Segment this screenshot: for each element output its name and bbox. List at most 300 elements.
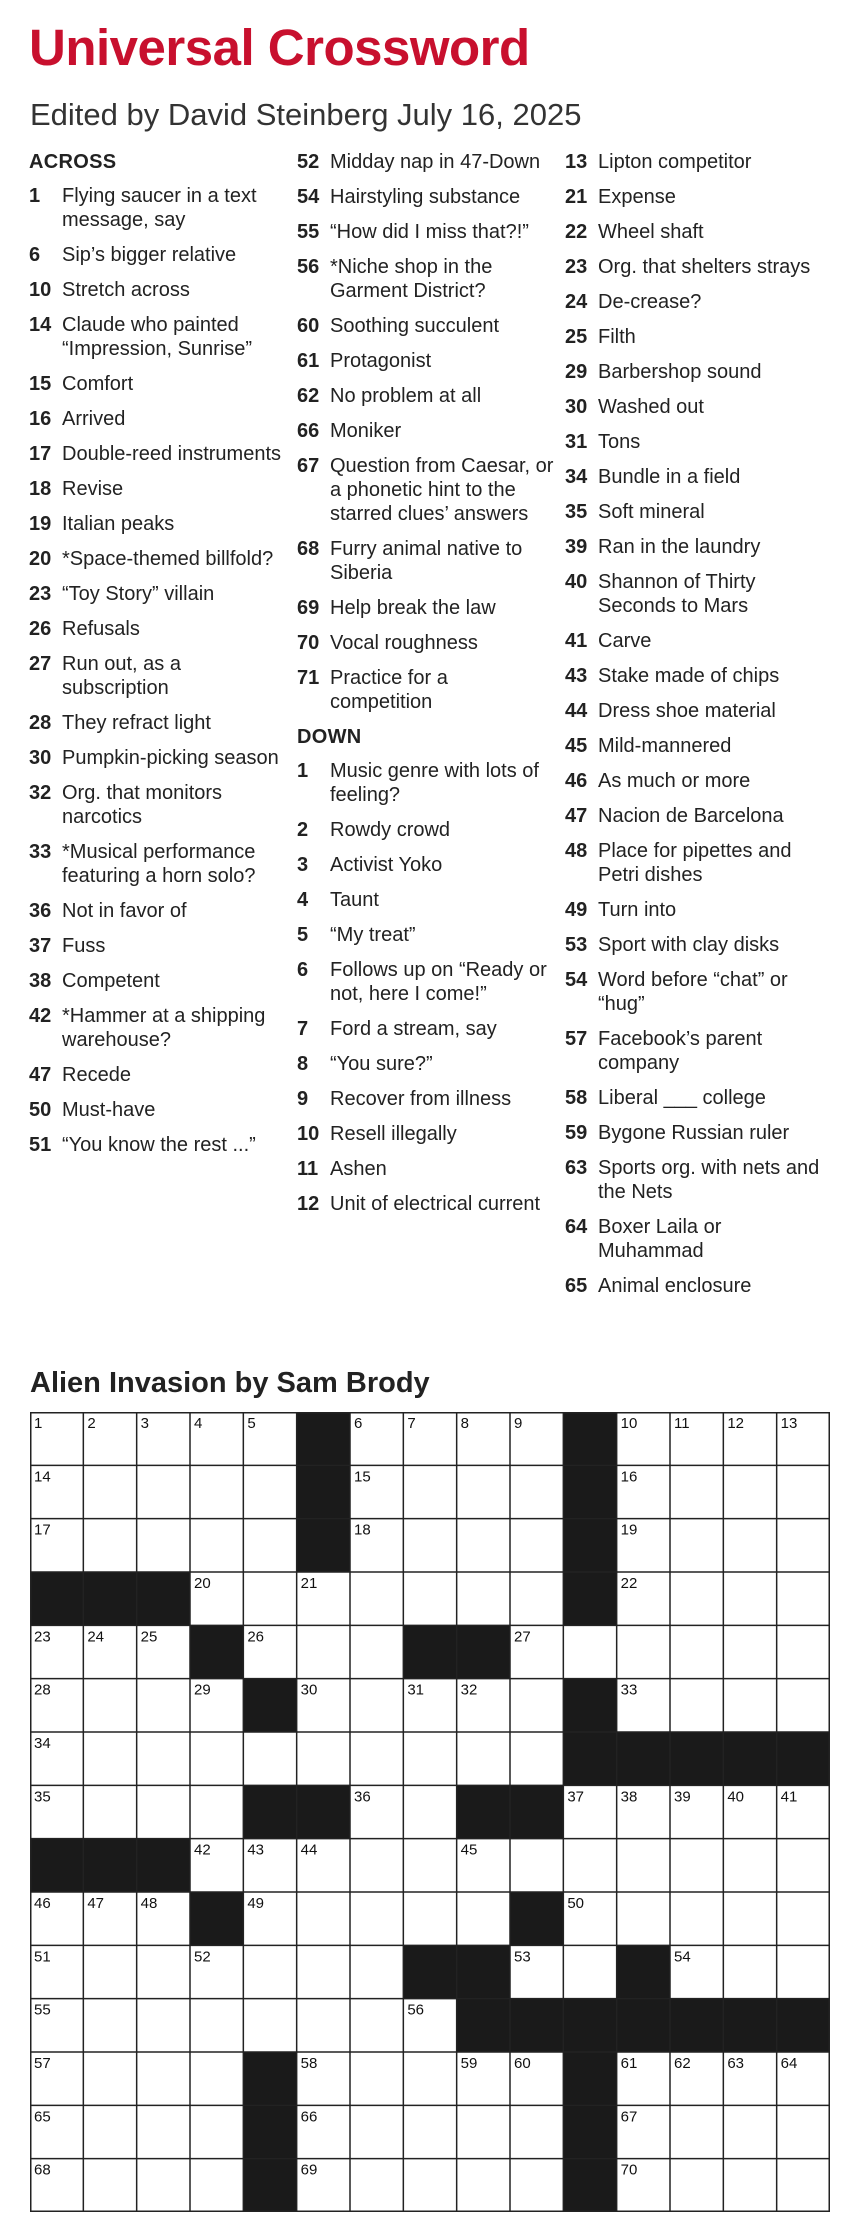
grid-block — [30, 1839, 83, 1892]
grid-cell[interactable] — [83, 1519, 136, 1572]
grid-cell[interactable] — [243, 1572, 296, 1625]
grid-cell[interactable] — [510, 1732, 563, 1785]
grid-cell[interactable] — [350, 1572, 403, 1625]
grid-cell[interactable] — [190, 2052, 243, 2105]
clue-text: Protagonist — [330, 350, 432, 372]
grid-cell[interactable] — [83, 1785, 136, 1838]
grid-cell[interactable] — [350, 2159, 403, 2212]
clue-number: 49 — [565, 899, 588, 921]
grid-cell[interactable] — [723, 1892, 776, 1945]
grid-cell[interactable] — [297, 1945, 350, 1998]
clue-number: 70 — [297, 632, 320, 654]
clue-text: *Niche shop in the Garment District? — [330, 256, 493, 302]
clue-text: Lipton competitor — [598, 151, 752, 173]
down-clue-48 — [565, 839, 823, 887]
grid-cell[interactable] — [670, 1465, 723, 1518]
cell-number: 42 — [194, 1841, 211, 1859]
clue-text: Run out, as a subscription — [62, 653, 181, 699]
clue-number: 22 — [565, 221, 588, 243]
clue-text: Bygone Russian ruler — [598, 1122, 790, 1144]
grid-block — [563, 2052, 616, 2105]
across-clue-38 — [29, 969, 287, 993]
cell-number: 12 — [727, 1415, 745, 1432]
grid-cell[interactable] — [137, 2052, 190, 2105]
grid-block — [243, 2105, 296, 2158]
grid-block — [510, 1892, 563, 1945]
down-clue-39 — [565, 535, 823, 559]
grid-block — [137, 1839, 190, 1892]
grid-block — [563, 2105, 616, 2158]
grid-cell[interactable] — [510, 1679, 563, 1732]
grid-cell[interactable] — [510, 1572, 563, 1625]
grid-cell[interactable] — [297, 1625, 350, 1678]
clue-text: No problem at all — [330, 385, 482, 407]
grid-cell[interactable] — [137, 1999, 190, 2052]
grid-cell[interactable] — [350, 2052, 403, 2105]
across-clue-47 — [29, 1063, 287, 1087]
clue-number: 46 — [565, 770, 588, 792]
clue-text: Washed out — [598, 396, 704, 418]
grid-cell[interactable] — [403, 1785, 456, 1838]
cell-number: 35 — [34, 1788, 51, 1806]
down-clue-23 — [565, 255, 823, 279]
grid-cell[interactable] — [670, 1679, 723, 1732]
down-clue-13 — [565, 150, 823, 174]
clue-number: 17 — [29, 443, 52, 465]
grid-cell[interactable] — [723, 1679, 776, 1732]
clue-number: 4 — [297, 889, 309, 911]
clue-text: Vocal roughness — [330, 632, 478, 654]
grid-block — [563, 1679, 616, 1732]
grid-cell[interactable] — [190, 1465, 243, 1518]
cell-number: 48 — [140, 1895, 158, 1912]
grid-cell[interactable] — [403, 1572, 456, 1625]
cell-number: 26 — [247, 1628, 265, 1646]
clue-text: Dress shoe material — [598, 700, 776, 722]
grid-cell[interactable] — [670, 1572, 723, 1625]
clue-text: Ford a stream, say — [330, 1018, 497, 1040]
across-clue-37 — [29, 934, 287, 958]
grid-block — [243, 2052, 296, 2105]
cell-number: 49 — [247, 1895, 265, 1912]
clue-number: 23 — [565, 256, 588, 278]
grid-cell[interactable] — [670, 1519, 723, 1572]
across-clue-62 — [297, 384, 555, 408]
clue-text: Practice for a competition — [330, 667, 448, 713]
grid-cell[interactable] — [723, 1519, 776, 1572]
clue-number: 24 — [565, 291, 588, 313]
down-clue-30 — [565, 395, 823, 419]
grid-cell[interactable] — [190, 1999, 243, 2052]
grid-block — [563, 1412, 616, 1465]
across-clue-32 — [29, 781, 287, 829]
grid-cell[interactable] — [137, 1465, 190, 1518]
clue-text: Hairstyling substance — [330, 186, 521, 208]
across-clue-67 — [297, 454, 555, 526]
clue-number: 45 — [565, 735, 588, 757]
grid-cell[interactable] — [137, 1679, 190, 1732]
cell-number: 37 — [567, 1788, 585, 1806]
cell-number: 68 — [34, 2161, 51, 2179]
grid-block — [297, 1519, 350, 1572]
grid-cell[interactable] — [243, 1999, 296, 2052]
across-heading: ACROSS — [29, 151, 117, 173]
grid-cell[interactable] — [723, 2159, 776, 2212]
down-clue-3 — [297, 853, 555, 877]
down-clue-8 — [297, 1052, 555, 1076]
clue-text: “Toy Story” villain — [62, 583, 215, 605]
across-clue-55 — [297, 220, 555, 244]
clue-text: “You sure?” — [330, 1053, 433, 1075]
clue-number: 10 — [29, 279, 52, 301]
cell-number: 7 — [407, 1415, 416, 1432]
grid-cell[interactable] — [777, 1572, 830, 1625]
grid-cell[interactable] — [190, 2159, 243, 2212]
grid-cell[interactable] — [83, 1732, 136, 1785]
clue-text: “My treat” — [330, 924, 416, 946]
grid-cell[interactable] — [777, 2105, 830, 2158]
cell-number: 56 — [407, 2001, 425, 2019]
grid-cell[interactable] — [350, 1732, 403, 1785]
grid-cell[interactable] — [137, 1519, 190, 1572]
grid-cell[interactable] — [510, 1519, 563, 1572]
clue-number: 54 — [297, 186, 320, 208]
grid-cell[interactable] — [777, 1945, 830, 1998]
cell-number: 58 — [300, 2055, 318, 2072]
grid-cell[interactable] — [777, 1679, 830, 1732]
grid-cell[interactable] — [670, 1892, 723, 1945]
cell-number: 28 — [34, 1681, 51, 1699]
across-clue-19 — [29, 512, 287, 536]
clue-number: 1 — [297, 760, 309, 782]
clue-text: *Space-themed billfold? — [62, 548, 274, 570]
clue-text: Revise — [62, 478, 124, 500]
grid-cell[interactable] — [83, 1945, 136, 1998]
grid-cell[interactable] — [457, 1519, 510, 1572]
down-clue-12 — [297, 1192, 555, 1216]
grid-cell[interactable] — [190, 1732, 243, 1785]
clue-text: Question from Caesar, or a phonetic hint to the starred clues’ answers — [330, 455, 554, 525]
grid-cell[interactable] — [350, 1625, 403, 1678]
grid-block — [723, 1999, 776, 2052]
cell-number: 31 — [407, 1681, 425, 1699]
clue-text: Boxer Laila or Muhammad — [598, 1216, 722, 1262]
clue-column-3 — [565, 150, 823, 1309]
cell-number: 18 — [354, 1521, 371, 1539]
grid-cell[interactable] — [297, 1732, 350, 1785]
clue-number: 30 — [565, 396, 588, 418]
clue-text: “You know the rest ...” — [62, 1134, 256, 1156]
clue-number: 51 — [29, 1134, 52, 1156]
grid-cell[interactable] — [137, 1785, 190, 1838]
grid-cell[interactable] — [403, 1519, 456, 1572]
clue-number: 29 — [565, 361, 588, 383]
grid-block — [243, 1785, 296, 1838]
clue-text: Stake made of chips — [598, 665, 780, 687]
grid-cell[interactable] — [723, 1465, 776, 1518]
grid-cell[interactable] — [510, 2105, 563, 2158]
grid-cell[interactable] — [510, 1465, 563, 1518]
clue-number: 13 — [565, 151, 588, 173]
clue-text: Bundle in a field — [598, 466, 741, 488]
clue-text: Turn into — [598, 899, 677, 921]
grid-cell[interactable] — [243, 1519, 296, 1572]
grid-cell[interactable] — [510, 1839, 563, 1892]
grid-cell[interactable] — [617, 1839, 670, 1892]
clue-number: 2 — [297, 819, 309, 841]
grid-cell[interactable] — [403, 1892, 456, 1945]
grid-cell[interactable] — [457, 1892, 510, 1945]
clue-text: Double-reed instruments — [62, 443, 281, 465]
puzzle-title: Alien Invasion by Sam Brody — [30, 1367, 430, 1399]
grid-cell[interactable] — [190, 1785, 243, 1838]
cell-number: 32 — [460, 1681, 478, 1699]
grid-cell[interactable] — [83, 1999, 136, 2052]
cell-number: 36 — [354, 1788, 371, 1806]
down-clue-22 — [565, 220, 823, 244]
grid-cell[interactable] — [297, 1999, 350, 2052]
grid-cell[interactable] — [457, 1465, 510, 1518]
clue-number: 56 — [297, 256, 320, 278]
grid-cell[interactable] — [777, 1625, 830, 1678]
grid-cell[interactable] — [670, 2159, 723, 2212]
down-clue-9 — [297, 1087, 555, 1111]
grid-block — [297, 1465, 350, 1518]
clue-text: Competent — [62, 970, 160, 992]
clue-text: Carve — [598, 630, 652, 652]
cell-number: 9 — [514, 1415, 523, 1432]
clue-text: Fuss — [62, 935, 106, 957]
cell-number: 22 — [620, 1575, 638, 1592]
grid-cell[interactable] — [403, 2052, 456, 2105]
grid-cell[interactable] — [457, 2105, 510, 2158]
across-clue-70 — [297, 631, 555, 655]
clue-text: Resell illegally — [330, 1123, 457, 1145]
clue-number: 41 — [565, 630, 588, 652]
clue-text: Sports org. with nets and the Nets — [598, 1157, 820, 1203]
down-clue-35 — [565, 500, 823, 524]
clue-text: Animal enclosure — [598, 1275, 752, 1297]
grid-block — [457, 1945, 510, 1998]
cell-number: 16 — [620, 1468, 638, 1486]
clue-number: 10 — [297, 1123, 320, 1145]
down-clue-7 — [297, 1017, 555, 1041]
grid-block — [190, 1625, 243, 1678]
down-heading: DOWN — [297, 726, 362, 748]
grid-block — [510, 1785, 563, 1838]
down-clue-43 — [565, 664, 823, 688]
grid-cell[interactable] — [190, 1519, 243, 1572]
clue-number: 5 — [297, 924, 309, 946]
grid-cell[interactable] — [137, 2105, 190, 2158]
clue-number: 40 — [565, 571, 588, 593]
clue-number: 58 — [565, 1087, 588, 1109]
grid-cell[interactable] — [617, 1625, 670, 1678]
grid-block — [723, 1732, 776, 1785]
clue-text: Wheel shaft — [598, 221, 704, 243]
grid-cell[interactable] — [403, 2105, 456, 2158]
grid-cell[interactable] — [243, 1945, 296, 1998]
grid-cell[interactable] — [723, 1945, 776, 1998]
clue-text: Facebook’s parent company — [598, 1028, 763, 1074]
grid-cell[interactable] — [350, 1679, 403, 1732]
grid-block — [617, 1999, 670, 2052]
grid-cell[interactable] — [83, 1465, 136, 1518]
cell-number: 29 — [194, 1681, 211, 1699]
grid-cell[interactable] — [350, 1839, 403, 1892]
clue-number: 14 — [29, 314, 52, 336]
grid-block — [563, 2159, 616, 2212]
clue-number: 68 — [297, 538, 320, 560]
grid-cell[interactable] — [723, 2105, 776, 2158]
edition-subtitle: Edited by David Steinberg July 16, 2025 — [30, 97, 582, 132]
across-clue-30 — [29, 746, 287, 770]
grid-cell[interactable] — [777, 1892, 830, 1945]
grid-cell[interactable] — [83, 2159, 136, 2212]
cell-number: 30 — [300, 1681, 318, 1699]
clue-text: Org. that monitors narcotics — [62, 782, 223, 828]
down-clue-57 — [565, 1027, 823, 1075]
clue-number: 64 — [565, 1216, 588, 1238]
across-clue-6 — [29, 243, 287, 267]
clue-text: Claude who painted “Impression, Sunrise” — [62, 314, 253, 360]
across-clue-50 — [29, 1098, 287, 1122]
grid-block — [510, 1999, 563, 2052]
grid-cell[interactable] — [723, 1839, 776, 1892]
cell-number: 67 — [620, 2108, 638, 2126]
grid-cell[interactable] — [350, 1945, 403, 1998]
grid-cell[interactable] — [723, 1572, 776, 1625]
down-clue-58 — [565, 1086, 823, 1110]
down-clue-54 — [565, 968, 823, 1016]
clue-number: 48 — [565, 840, 588, 862]
cell-number: 52 — [194, 1948, 211, 1966]
grid-cell[interactable] — [403, 1465, 456, 1518]
grid-cell[interactable] — [403, 1839, 456, 1892]
grid-cell[interactable] — [670, 2105, 723, 2158]
grid-cell[interactable] — [243, 1465, 296, 1518]
clue-text: Mild-mannered — [598, 735, 732, 757]
across-clue-26 — [29, 617, 287, 641]
grid-cell[interactable] — [403, 2159, 456, 2212]
cell-number: 54 — [674, 1948, 691, 1966]
down-clue-64 — [565, 1215, 823, 1263]
clue-number: 1 — [29, 185, 41, 207]
cell-number: 46 — [34, 1895, 51, 1912]
grid-cell[interactable] — [83, 2052, 136, 2105]
grid-cell[interactable] — [617, 1892, 670, 1945]
across-clue-61 — [297, 349, 555, 373]
down-clue-11 — [297, 1157, 555, 1181]
clue-text: De-crease? — [598, 291, 702, 313]
grid-cell[interactable] — [137, 1732, 190, 1785]
grid-cell[interactable] — [297, 1892, 350, 1945]
cell-number: 14 — [34, 1468, 51, 1486]
across-clue-36 — [29, 899, 287, 923]
cell-number: 51 — [34, 1948, 51, 1966]
across-clue-20 — [29, 547, 287, 571]
cell-number: 25 — [140, 1628, 158, 1646]
grid-cell[interactable] — [777, 1465, 830, 1518]
grid-cell[interactable] — [777, 1519, 830, 1572]
cell-number: 64 — [780, 2055, 798, 2072]
clue-number: 57 — [565, 1028, 588, 1050]
grid-cell[interactable] — [457, 1732, 510, 1785]
clue-number: 11 — [297, 1158, 319, 1180]
grid-cell[interactable] — [457, 2159, 510, 2212]
grid-cell[interactable] — [777, 2159, 830, 2212]
cell-number: 59 — [460, 2055, 478, 2072]
clue-text: “How did I miss that?!” — [330, 221, 529, 243]
clue-number: 28 — [29, 712, 52, 734]
clue-number: 8 — [297, 1053, 309, 1075]
cell-number: 34 — [34, 1735, 51, 1752]
clue-text: Stretch across — [62, 279, 190, 301]
clue-number: 36 — [29, 900, 52, 922]
grid-block — [777, 1999, 830, 2052]
grid-cell[interactable] — [190, 2105, 243, 2158]
clue-number: 6 — [297, 959, 309, 981]
cell-number: 44 — [300, 1841, 318, 1859]
cell-number: 60 — [514, 2055, 531, 2072]
clue-text: Follows up on “Ready or not, here I come!” — [330, 959, 547, 1005]
grid-cell[interactable] — [83, 1679, 136, 1732]
clue-number: 69 — [297, 597, 320, 619]
grid-cell[interactable] — [670, 1625, 723, 1678]
clue-text: Sport with clay disks — [598, 934, 780, 956]
grid-cell[interactable] — [670, 1839, 723, 1892]
clue-text: Soft mineral — [598, 501, 705, 523]
cell-number: 24 — [87, 1628, 105, 1646]
grid-cell[interactable] — [137, 2159, 190, 2212]
clue-text: Word before “chat” or “hug” — [598, 969, 788, 1015]
grid-block — [243, 1679, 296, 1732]
cell-number: 70 — [620, 2161, 638, 2179]
grid-cell[interactable] — [137, 1945, 190, 1998]
down-clue-21 — [565, 185, 823, 209]
across-clue-16 — [29, 407, 287, 431]
grid-cell[interactable] — [777, 1839, 830, 1892]
clue-number: 42 — [29, 1005, 52, 1027]
across-clue-66 — [297, 419, 555, 443]
grid-cell[interactable] — [563, 1625, 616, 1678]
clue-number: 47 — [29, 1064, 52, 1086]
clue-text: Rowdy crowd — [330, 819, 451, 841]
grid-cell[interactable] — [563, 1945, 616, 1998]
grid-cell[interactable] — [83, 2105, 136, 2158]
grid-cell[interactable] — [350, 1999, 403, 2052]
clue-number: 3 — [297, 854, 309, 876]
down-clue-65 — [565, 1274, 823, 1298]
clue-column-1 — [29, 150, 287, 1168]
cell-number: 3 — [140, 1415, 150, 1432]
clue-text: Recover from illness — [330, 1088, 512, 1110]
grid-cell[interactable] — [243, 1732, 296, 1785]
grid-cell[interactable] — [457, 1572, 510, 1625]
grid-cell[interactable] — [350, 2105, 403, 2158]
grid-cell[interactable] — [403, 1732, 456, 1785]
down-clue-59 — [565, 1121, 823, 1145]
down-clue-4 — [297, 888, 555, 912]
grid-cell[interactable] — [563, 1839, 616, 1892]
clue-number: 18 — [29, 478, 52, 500]
grid-cell[interactable] — [350, 1892, 403, 1945]
cell-number: 4 — [194, 1415, 203, 1432]
grid-cell[interactable] — [723, 1625, 776, 1678]
clue-number: 71 — [297, 667, 320, 689]
clue-number: 16 — [29, 408, 52, 430]
grid-cell[interactable] — [510, 2159, 563, 2212]
